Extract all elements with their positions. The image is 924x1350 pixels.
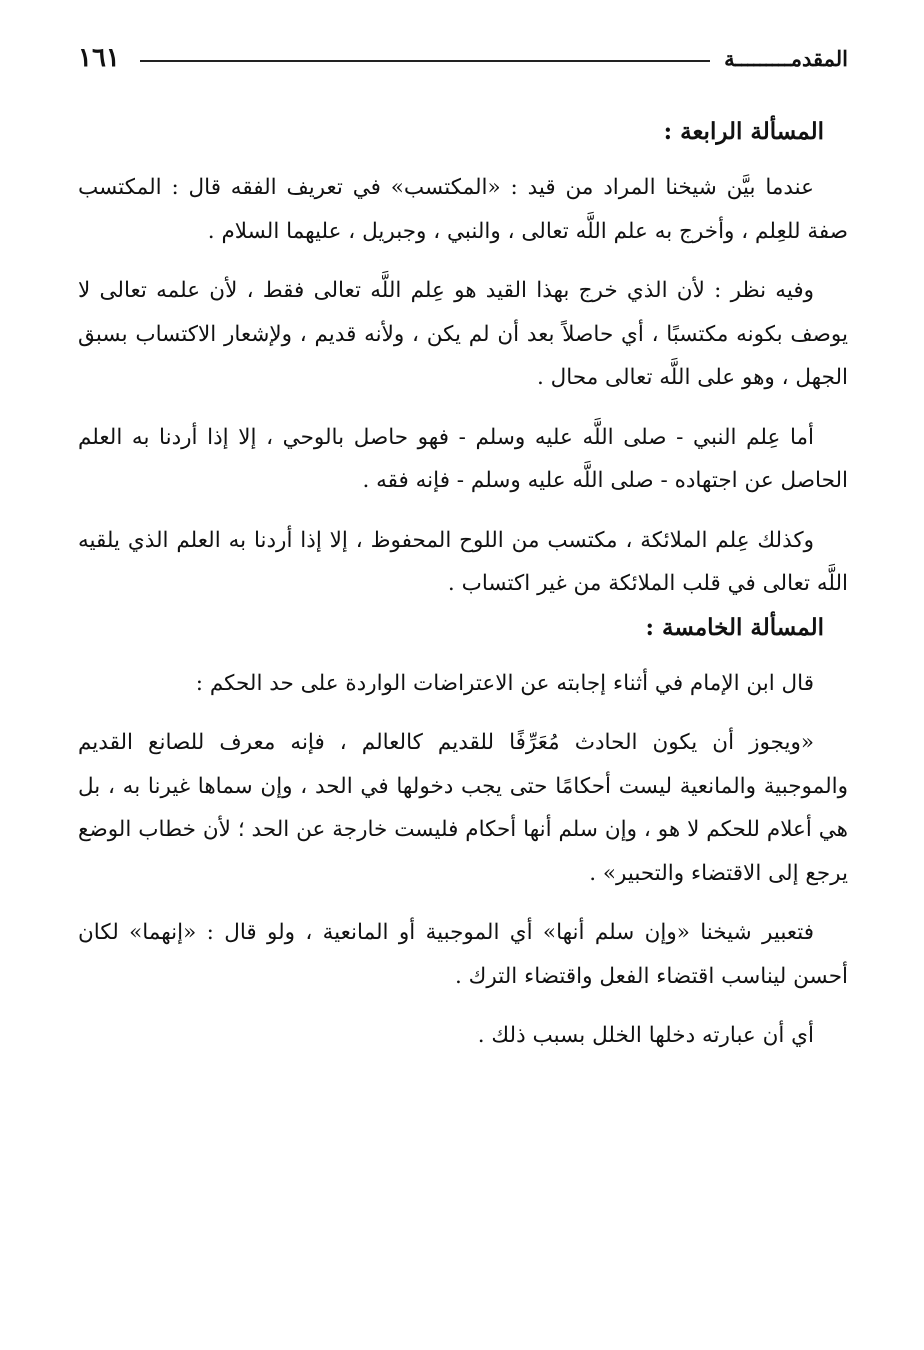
paragraph: قال ابن الإمام في أثناء إجابته عن الاعتراضات الواردة على حد الحكم : bbox=[195, 670, 814, 696]
paragraph: وكذلك عِلم الملائكة ، مكتسب من اللوح المحفوظ ، إلا إذا أردنا به العلم الذي يلقيه اللَّه تعالى في قلب الملائكة من غير اكتساب . bbox=[78, 527, 848, 596]
running-title: المقدمـــــــــة bbox=[724, 45, 848, 71]
paragraph: أما عِلم النبي - صلى اللَّه عليه وسلم - فهو حاصل بالوحي ، إلا إذا أردنا به العلم الحاصل عن اجتهاده - صلى اللَّه عليه وسلم - فإنه فقه . bbox=[78, 424, 848, 493]
paragraph: عندما بيَّن شيخنا المراد من قيد : «المكتسب» في تعريف الفقه قال : المكتسب صفة للعِلم ، وأخرج به علم اللَّه تعالى ، والنبي ، وجبريل ، عليهما السلام . bbox=[78, 175, 848, 244]
quoted-paragraph: «ويجوز أن يكون الحادث مُعَرِّفًا للقديم كالعالم ، فإنه معرف للصانع القديم والموجبية والمانعية ليست أحكامًا حتى يجب دخولها في الحد ، وإن سماها غيرنا به ، بل هي أعلام للحكم لا هو ، وإن سلم أنها أحكام فليست خارجة عن الحد ؛ لأن خطاب الوضع يرجع إلى الاقتضاء والتحبير» . bbox=[78, 730, 848, 886]
book-page bbox=[78, 0, 848, 1350]
section-heading: المسألة الخامسة : bbox=[645, 613, 824, 641]
paragraph: فتعبير شيخنا «وإن سلم أنها» أي الموجبية أو المانعية ، ولو قال : «إنهما» لكان أحسن ليناسب اقتضاء الفعل واقتضاء الترك . bbox=[78, 920, 848, 989]
section-heading: المسألة الرابعة : bbox=[663, 118, 824, 145]
section-fifth-issue bbox=[78, 606, 848, 1058]
page-number: ١٦١ bbox=[78, 43, 120, 73]
header-rule bbox=[140, 60, 710, 62]
page-header bbox=[78, 38, 848, 78]
page-body bbox=[78, 110, 848, 1058]
paragraph: أي أن عبارته دخلها الخلل بسبب ذلك . bbox=[477, 1023, 814, 1048]
paragraph: وفيه نظر : لأن الذي خرج بهذا القيد هو عِلم اللَّه تعالى فقط ، لأن علمه تعالى لا يوصف بكونه مكتسبًا ، أي حاصلاً بعد أن لم يكن ، ولأنه قديم ، ولإشعار الاكتساب بسبق الجهل ، وهو على اللَّه تعالى محال . bbox=[78, 278, 848, 390]
section-fourth-issue bbox=[78, 110, 848, 606]
